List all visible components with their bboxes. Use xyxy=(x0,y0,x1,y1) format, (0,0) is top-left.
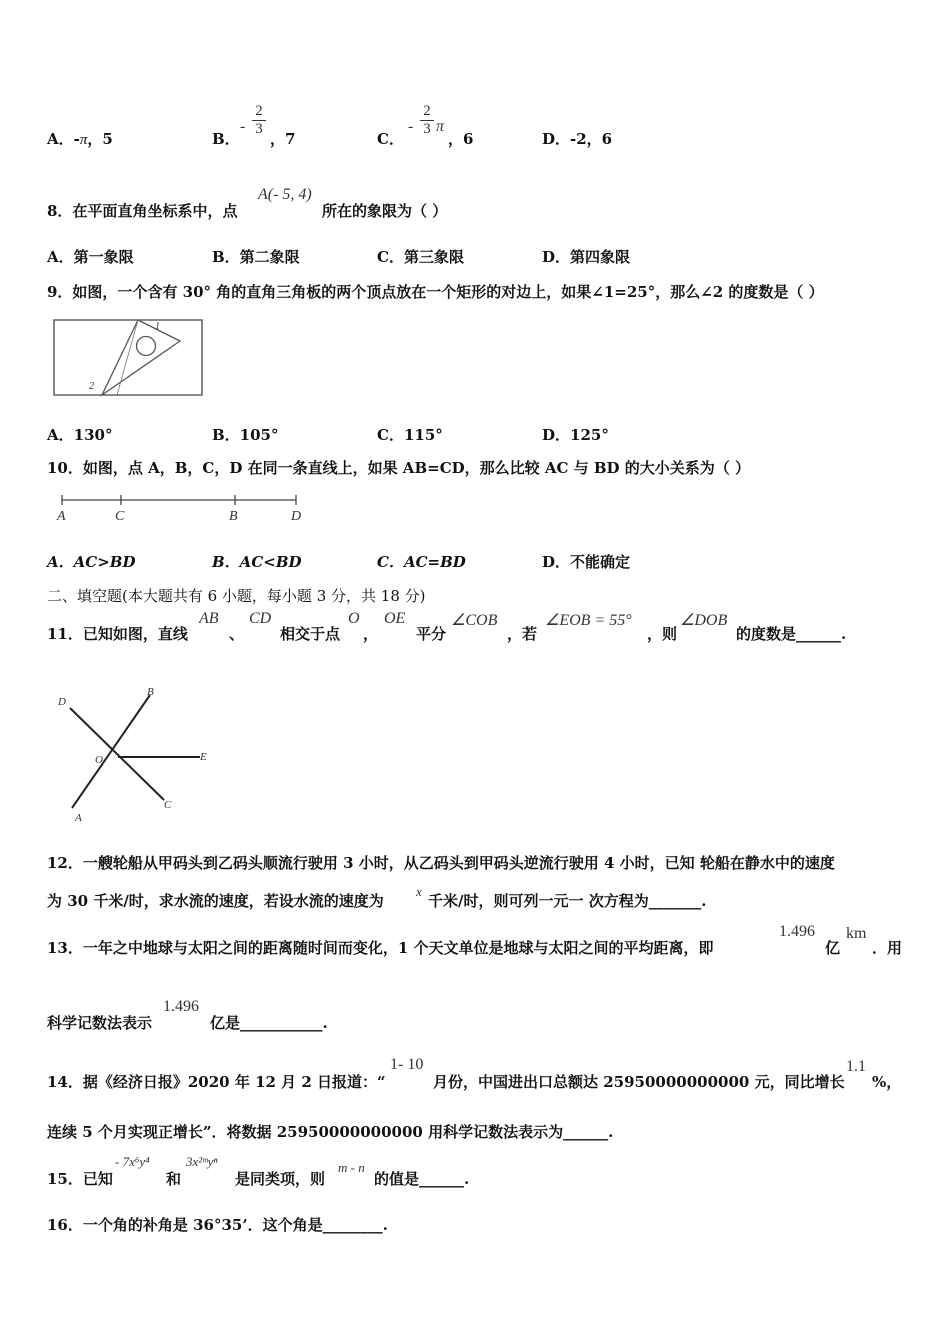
q11-stem-2: 相交于点 xyxy=(280,625,341,643)
q7-option-a: A．-π，5 xyxy=(47,130,113,148)
q14-percent-sign: %， xyxy=(872,1073,902,1091)
q12-line-2b: 千米/时，则可列一元一 次方程为_______. xyxy=(428,892,707,910)
section-heading-fill-in: 二、填空题(本大题共有 6 小题，每小题 3 分，共 18 分) xyxy=(47,587,426,605)
q8-option-c: C．第三象限 xyxy=(377,248,464,266)
q15-and: 和 xyxy=(166,1170,182,1188)
q11-ab: AB xyxy=(199,610,219,627)
q10-label-a: A xyxy=(57,509,66,524)
q12-x: x xyxy=(416,884,422,899)
q11-label-d: D xyxy=(58,696,66,708)
q9-rectangle xyxy=(54,320,202,395)
q8-stem: 8．在平面直角坐标系中，点 xyxy=(47,202,238,220)
q11-dob: ∠DOB xyxy=(680,612,728,629)
q9-option-c: C．115° xyxy=(377,426,443,444)
q7-option-c-label: C． xyxy=(377,130,404,148)
q7-option-c-minus: - xyxy=(408,118,414,135)
q14-percent-value: 1.1 xyxy=(846,1058,866,1075)
q13-number-2: 1.496 xyxy=(163,998,199,1015)
q7-option-b-tail: ，7 xyxy=(270,130,296,148)
q9-option-d: D．125° xyxy=(542,426,609,444)
q11-comma: ， xyxy=(363,625,379,643)
q9-label-1: 1 xyxy=(155,321,160,332)
q10-option-b: B．AC<BD xyxy=(212,553,302,571)
q13-unit-yi: 亿 xyxy=(825,939,841,957)
q13-line-2a: 科学记数法表示 xyxy=(47,1014,153,1032)
q9-stem: 9．如图，一个含有 30° 角的直角三角板的两个顶点放在一个矩形的对边上，如果∠1=25°，那么∠2 的度数是（ ） xyxy=(47,283,824,301)
q7-option-c-fraction: $\frac{2}{3}$ xyxy=(420,103,434,138)
q7-option-b-label: B． xyxy=(212,130,240,148)
q9-option-b: B．105° xyxy=(212,426,279,444)
q15-stem-2: 是同类项，则 xyxy=(235,1170,326,1188)
q14-months: 1- 10 xyxy=(390,1056,424,1073)
q9-option-a: A．130° xyxy=(47,426,113,444)
q15-term-1: - 7x⁶y⁴ xyxy=(115,1154,150,1169)
q10-option-a: A．AC>BD xyxy=(47,553,136,571)
q10-option-d: D．不能确定 xyxy=(542,553,631,571)
q11-label-a: A xyxy=(75,812,82,824)
q9-triangle xyxy=(102,320,180,395)
q12-line-2a: 为 30 千米/时，求水流的速度，若设水流的速度为 xyxy=(47,892,384,910)
q11-label-e: E xyxy=(200,751,207,763)
q11-stem-6: 的度数是______. xyxy=(736,625,847,643)
q11-stem-3: 平分 xyxy=(416,625,447,643)
q13-use: ．用 xyxy=(872,939,903,957)
q8-option-d: D．第四象限 xyxy=(542,248,631,266)
q11-stem-4: ，若 xyxy=(507,625,538,643)
q11-sep: 、 xyxy=(229,625,245,643)
q13-line-2b: 亿是___________. xyxy=(210,1014,328,1032)
q15-expression: m - n xyxy=(338,1160,365,1175)
q15-term-2: 3x²ᵐyⁿ xyxy=(186,1154,218,1169)
q9-figure xyxy=(50,314,210,400)
q9-label-2: 2 xyxy=(89,381,94,392)
q11-cd: CD xyxy=(249,610,272,627)
q10-figure xyxy=(52,490,312,526)
q11-line-cd xyxy=(70,708,164,800)
q10-label-c: C xyxy=(115,509,125,524)
q8-point: A(- 5, 4) xyxy=(258,186,312,203)
q11-oe: OE xyxy=(384,610,406,627)
q11-o: O xyxy=(348,610,360,627)
q16-line: 16．一个角的补角是 36°35’．这个角是________. xyxy=(47,1216,388,1234)
q7-option-c-pi: π xyxy=(436,118,445,135)
q14-line-1b: 月份，中国进出口总额达 25950000000000 元，同比增长 xyxy=(433,1073,845,1091)
q15-stem-3: 的值是______. xyxy=(374,1170,470,1188)
q11-figure xyxy=(40,680,240,830)
q10-stem: 10．如图，点 A，B，C，D 在同一条直线上，如果 AB=CD，那么比较 AC 与 BD 的大小关系为（ ） xyxy=(47,459,751,477)
q15-stem-1: 15．已知 xyxy=(47,1170,113,1188)
q10-label-d: D xyxy=(291,509,302,524)
q11-line-ab xyxy=(72,695,150,808)
q13-km: km xyxy=(846,925,867,942)
q9-triangle-hole xyxy=(137,337,156,356)
q7-option-d: D．-2，6 xyxy=(542,130,613,148)
q8-option-a: A．第一象限 xyxy=(47,248,134,266)
q8-option-b: B．第二象限 xyxy=(212,248,300,266)
q11-label-o: O xyxy=(95,754,103,766)
q14-line-2: 连续 5 个月实现正增长”．将数据 25950000000000 用科学记数法表示为______. xyxy=(47,1123,614,1141)
q11-cob: ∠COB xyxy=(451,612,498,629)
q13-line-1: 13．一年之中地球与太阳之间的距离随时间而变化，1 个天文单位是地球与太阳之间的平均距离，即 xyxy=(47,939,714,957)
q12-line-1: 12．一艘轮船从甲码头到乙码头顺流行驶用 3 小时，从乙码头到甲码头逆流行驶用 4 小时，已知 轮船在静水中的速度 xyxy=(47,854,835,872)
q11-label-c: C xyxy=(164,799,172,811)
q7-option-b-fraction: $\frac{2}{3}$ xyxy=(252,103,266,138)
q10-label-b: B xyxy=(229,509,238,524)
q8-stem-end: 所在的象限为（ ） xyxy=(322,202,448,220)
q14-line-1a: 14．据《经济日报》2020 年 12 月 2 日报道：“ xyxy=(47,1073,386,1091)
q11-stem-5: ，则 xyxy=(647,625,678,643)
q13-number: 1.496 xyxy=(779,923,815,940)
q7-option-c-tail: ，6 xyxy=(448,130,474,148)
q10-option-c: C．AC=BD xyxy=(377,553,466,571)
q11-stem-1: 11．已知如图，直线 xyxy=(47,625,188,643)
q7-option-b-minus: - xyxy=(240,118,246,135)
q11-eob: ∠EOB = 55° xyxy=(545,612,632,629)
q11-label-b: B xyxy=(147,686,154,698)
